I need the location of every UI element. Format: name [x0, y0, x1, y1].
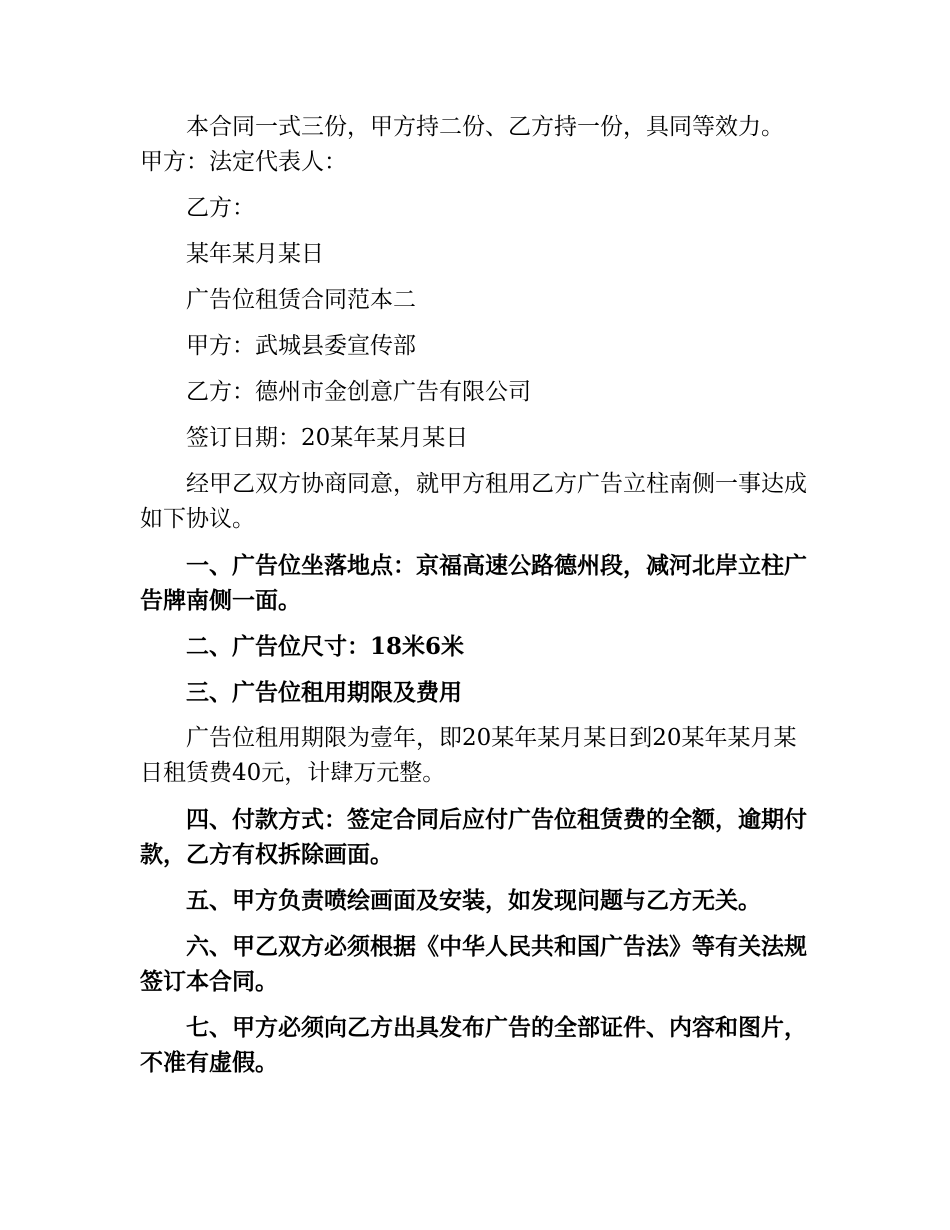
- paragraph-agreement-intro: 经甲乙双方协商同意，就甲方租用乙方广告立柱南侧一事达成如下协议。: [140, 471, 807, 532]
- paragraph-term-details: 广告位租用期限为壹年，即20某年某月某日到20某年某月某日租赁费40元，计肆万元整。: [140, 725, 797, 786]
- paragraph-party-b: 乙方：: [186, 195, 255, 221]
- paragraph-party-a: 甲方：武城县委宣传部: [186, 333, 416, 359]
- paragraph-date: 某年某月某日: [186, 241, 324, 267]
- clause-7-documents: 七、甲方必须向乙方出具发布广告的全部证件、内容和图片，不准有虚假。: [140, 1014, 807, 1076]
- clause-6-law: 六、甲乙双方必须根据《中华人民共和国广告法》等有关法规签订本合同。: [140, 933, 807, 995]
- paragraph-title-sample-two: 广告位租赁合同范本二: [186, 287, 416, 313]
- clause-4-payment: 四、付款方式：签定合同后应付广告位租赁费的全额，逾期付款，乙方有权拆除画面。: [140, 806, 807, 868]
- clause-5-installation: 五、甲方负责喷绘画面及安装，如发现问题与乙方无关。: [186, 887, 761, 914]
- document-page: [140, 110, 812, 1080]
- clause-1-location: 一、广告位坐落地点：京福高速公路德州段，减河北岸立柱广告牌南侧一面。: [140, 552, 807, 614]
- paragraph-party-b-company: 乙方：德州市金创意广告有限公司: [186, 379, 531, 405]
- paragraph-party-a-rep: 甲方：法定代表人：: [140, 149, 347, 175]
- paragraph-sign-date: 签订日期：20某年某月某日: [186, 425, 469, 451]
- clause-2-size: 二、广告位尺寸：18米6米: [186, 633, 465, 660]
- clause-3-term-fee: 三、广告位租用期限及费用: [186, 679, 462, 706]
- paragraph-copies: 本合同一式三份，甲方持二份、乙方持一份，具同等效力。: [186, 114, 784, 140]
